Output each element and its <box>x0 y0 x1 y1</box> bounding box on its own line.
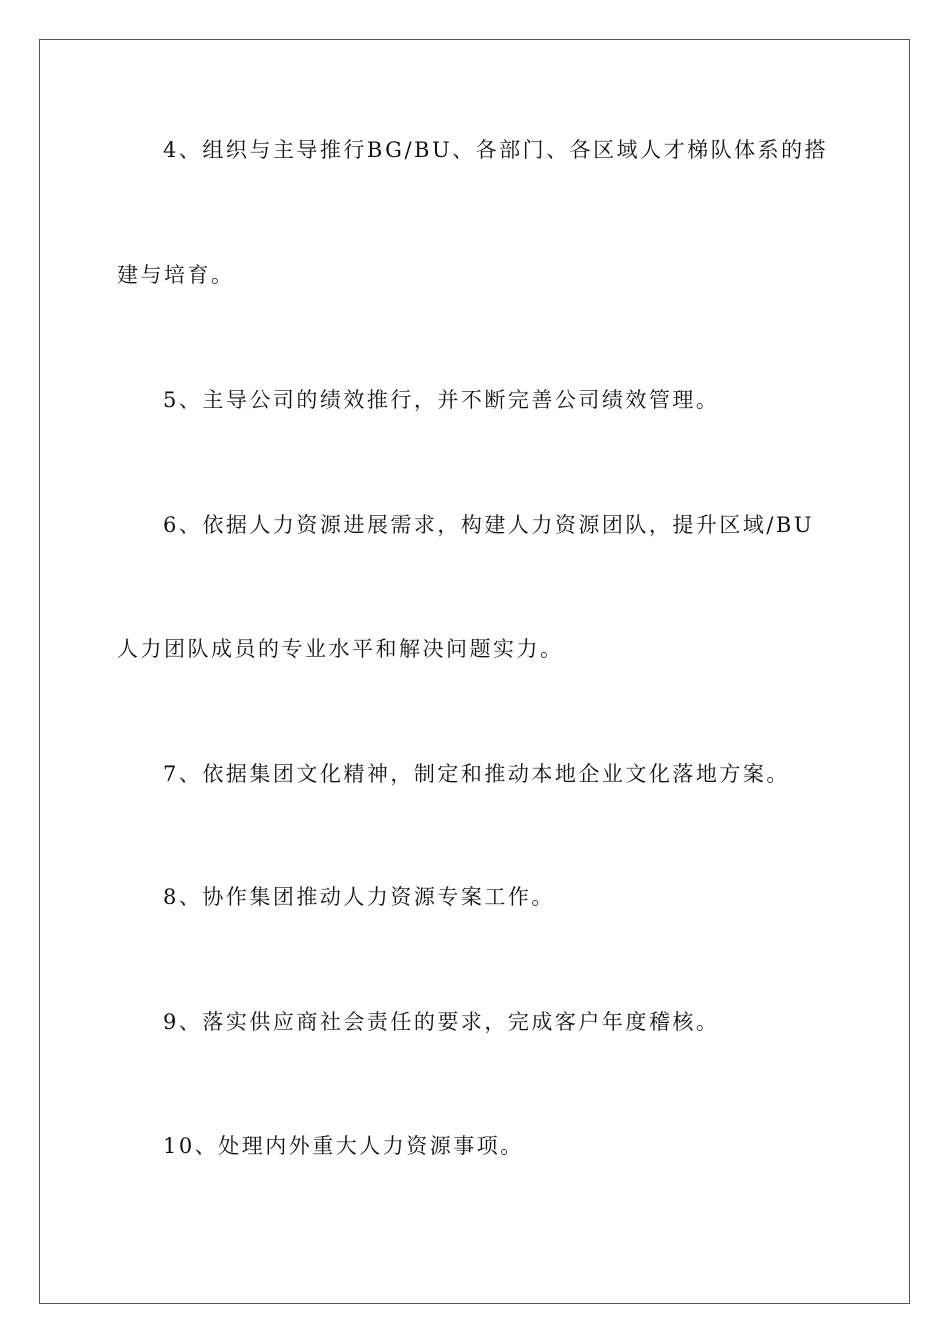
item-5-line-1: 5、主导公司的绩效推行，并不断完善公司绩效管理。 <box>163 388 720 412</box>
item-10-line-1: 10、处理内外重大人力资源事项。 <box>163 1134 524 1158</box>
item-6-line-1: 6、依据人力资源进展需求，构建人力资源团队，提升区域/BU <box>163 513 815 537</box>
item-4-line-1: 4、组织与主导推行BG/BU、各部门、各区域人才梯队体系的搭 <box>163 138 829 162</box>
item-9-line-1: 9、落实供应商社会责任的要求，完成客户年度稽核。 <box>163 1010 720 1034</box>
page-border <box>39 39 910 1304</box>
item-7-line-1: 7、依据集团文化精神，制定和推动本地企业文化落地方案。 <box>163 762 790 786</box>
item-4-line-2: 建与培育。 <box>117 263 235 287</box>
item-8-line-1: 8、协作集团推动人力资源专案工作。 <box>163 885 555 909</box>
item-6-line-2: 人力团队成员的专业水平和解决问题实力。 <box>117 637 564 661</box>
